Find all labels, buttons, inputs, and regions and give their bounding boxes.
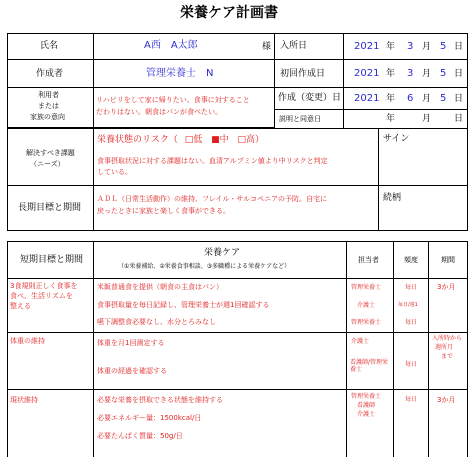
plan-row-1-period-cell (428, 278, 468, 333)
admission-date-cell (343, 33, 468, 60)
disease-label: 続柄 (383, 193, 402, 203)
plan-row-2-goal-cell (7, 332, 94, 390)
author-value: 管理栄養士 N (146, 68, 214, 79)
sign-cell[interactable] (378, 128, 468, 186)
risk-high-option: □高） (237, 135, 265, 145)
plan-row-1-goal-cell (7, 278, 94, 333)
admission-year: 2021 (354, 41, 380, 52)
plan-head-short-goal-cell (7, 241, 94, 279)
revised-label: 作成（変更）日 (278, 93, 342, 103)
plan-row-1-person-1: 管理栄養士 (351, 284, 382, 291)
goals-label: 長期目標と期間 (18, 203, 82, 213)
risk-mid-option: 中 (219, 135, 229, 145)
plan-row-2-period-3: まで (441, 353, 454, 360)
plan-row-1-care-2: 食事摂取量を毎日記録し、管理栄養士が週1回確認する (97, 301, 270, 309)
plan-row-1-person-3: 管理栄養士 (351, 319, 382, 326)
risk-low-option: □低 (184, 135, 203, 145)
plan-row-2-person-1: 介護士 (351, 338, 370, 345)
revised-year: 2021 (354, 93, 380, 104)
plan-row-2-goal-1: 体重の維持 (10, 337, 45, 345)
admission-label: 入所日 (280, 41, 308, 51)
plan-row-2-care-cell (93, 332, 347, 390)
plan-row-3-period: 3か月 (437, 396, 456, 404)
consent-label-cell (274, 109, 344, 129)
plan-head-person: 担当者 (358, 256, 379, 264)
page-title: 栄養ケア計画書 (180, 5, 278, 21)
revised-month: 6 (407, 93, 414, 104)
first-created-label: 初回作成日 (280, 69, 326, 79)
plan-row-3-care-1: 必要な栄養を摂取できる状態を維持する (97, 396, 223, 404)
consent-date-cell[interactable] (343, 109, 468, 129)
plan-row-1-period: 3か月 (437, 283, 456, 291)
intention-label-cell (7, 87, 94, 128)
plan-row-2-freq: 毎日 (405, 361, 418, 368)
goals-label-cell (7, 185, 94, 231)
disease-cell[interactable] (378, 185, 468, 231)
revised-label-cell (274, 87, 344, 110)
intention-value-cell (93, 87, 275, 128)
consent-day-unit: 日 (454, 114, 464, 124)
plan-head-period-cell (428, 241, 468, 279)
goals-value-1: ＡＤＬ（日常生活動作）の維持、フレイル・サルコペニアの予防。自宅に (97, 195, 328, 203)
plan-row-1-care-cell (93, 278, 347, 333)
plan-row-1-care-1: 米飯普通食を提供（朝食の主食はパン） (97, 283, 223, 291)
sign-label: サイン (383, 134, 410, 144)
first-created-year: 2021 (354, 68, 380, 79)
revised-day-unit: 日 (454, 94, 464, 104)
intention-value-2: だわりはない。朝食はパンが食べたい。 (96, 108, 222, 116)
plan-row-1-person-2: 介護士 (357, 302, 376, 309)
plan-row-1-freq-3: 毎日 (405, 319, 418, 326)
intention-value-1: リハビリをして家に帰りたい。食事に対すること (96, 96, 250, 104)
plan-row-1-freq-2: 毎日/週1 (398, 302, 418, 308)
goals-value-2: 戻ったときに家族と楽しく食事ができる。 (97, 207, 230, 215)
revised-month-unit: 月 (422, 94, 432, 104)
goals-value-cell (93, 185, 379, 231)
issues-detail-2: している。 (97, 168, 132, 176)
admission-day: 5 (440, 41, 447, 52)
plan-row-1-goal-2: 食べ、生活リズムを (10, 292, 73, 300)
consent-label: 説明と同意日 (279, 115, 321, 123)
issues-label-cell (7, 128, 94, 186)
admission-label-cell (274, 33, 344, 60)
plan-row-3-care-2: 必要エネルギー量：1500kcal/日 (97, 414, 202, 422)
first-created-month-unit: 月 (422, 69, 432, 79)
plan-row-2-period-1: 入所時から (432, 335, 463, 342)
plan-row-3-person-3: 介護士 (357, 411, 376, 418)
first-created-month: 3 (407, 68, 414, 79)
plan-row-2-person-2: 看護師/管理栄養士 (350, 359, 389, 373)
intention-label-1: 利用者 (38, 91, 59, 99)
admission-month-unit: 月 (422, 42, 432, 52)
consent-year-unit: 年 (386, 114, 396, 124)
plan-row-1-goal-1: 3食規則正しく食事を (10, 282, 78, 290)
plan-head-short-goal: 短期目標と期間 (20, 255, 84, 265)
author-label: 作成者 (36, 69, 64, 79)
plan-row-3-freq: 毎日 (405, 396, 418, 403)
plan-row-2-care-1: 体重を月1回測定する (97, 339, 165, 347)
plan-row-3-care-3: 必要たんぱく質量：50g/日 (97, 432, 183, 440)
plan-row-1-person-cell (346, 278, 394, 333)
issues-label-2: （ニーズ） (30, 160, 65, 168)
plan-head-freq: 頻度 (404, 256, 418, 264)
name-label: 氏名 (40, 41, 59, 51)
name-value: A西 A太郎 (144, 40, 198, 51)
revised-year-unit: 年 (386, 94, 396, 104)
author-value-cell (93, 59, 275, 88)
plan-row-1-care-3: 嚥下調整食必要なし、水分とろみなし (97, 318, 216, 326)
plan-row-3-goal-cell (7, 389, 94, 457)
plan-head-care-1: 栄養ケア (204, 248, 241, 258)
plan-row-2-period-2: 週所月 (435, 344, 454, 351)
intention-label-3: 家族の意向 (30, 113, 65, 121)
plan-row-3-freq-cell (393, 389, 429, 457)
author-label-cell (7, 59, 94, 88)
plan-row-3-person-2: 看護師 (357, 402, 376, 409)
plan-row-3-person-cell (346, 389, 394, 457)
revised-date-cell (343, 87, 468, 110)
plan-row-3-person-1: 管理栄養士 (351, 393, 382, 400)
plan-row-1-freq-1: 毎日 (405, 284, 418, 291)
plan-row-2-period-cell (428, 332, 468, 390)
first-created-year-unit: 年 (386, 69, 396, 79)
plan-head-care-cell (93, 241, 347, 279)
name-label-cell (7, 33, 94, 60)
plan-head-period: 期間 (441, 256, 455, 264)
name-value-cell (93, 33, 275, 60)
issues-value-cell (93, 128, 379, 186)
first-created-date-cell (343, 59, 468, 88)
admission-year-unit: 年 (386, 42, 396, 52)
honorific: 様 (262, 42, 272, 52)
intention-label-2: または (38, 102, 59, 110)
admission-day-unit: 日 (454, 42, 464, 52)
first-created-day: 5 (440, 68, 447, 79)
consent-month-unit: 月 (422, 114, 432, 124)
plan-head-freq-cell (393, 241, 429, 279)
admission-month: 3 (407, 41, 414, 52)
revised-day: 5 (440, 93, 447, 104)
plan-row-3-care-cell (93, 389, 347, 457)
plan-head-care-2: （①栄養補給、②栄養食事相談、③多職種による栄養ケアなど） (118, 263, 291, 270)
plan-row-1-freq-cell (393, 278, 429, 333)
plan-head-person-cell (346, 241, 394, 279)
first-created-label-cell (274, 59, 344, 88)
risk-line (97, 135, 264, 145)
plan-row-1-goal-3: 整える (10, 302, 31, 310)
issues-label-1: 解決すべき課題 (26, 149, 75, 157)
plan-row-3-goal-1: 現状維持 (10, 396, 38, 404)
plan-row-2-person-cell (346, 332, 394, 390)
plan-row-2-care-2: 体重の経過を確認する (97, 367, 167, 375)
plan-row-3-period-cell (428, 389, 468, 457)
risk-prefix: 栄養状態のリスク（ (97, 135, 178, 145)
issues-detail-1: 食事摂取状況に対する課題はない。血清アルブミン値より中リスクと判定 (97, 157, 328, 165)
risk-mid-checkbox: ■ (211, 135, 220, 145)
plan-row-2-freq-cell (393, 332, 429, 390)
first-created-day-unit: 日 (454, 69, 464, 79)
